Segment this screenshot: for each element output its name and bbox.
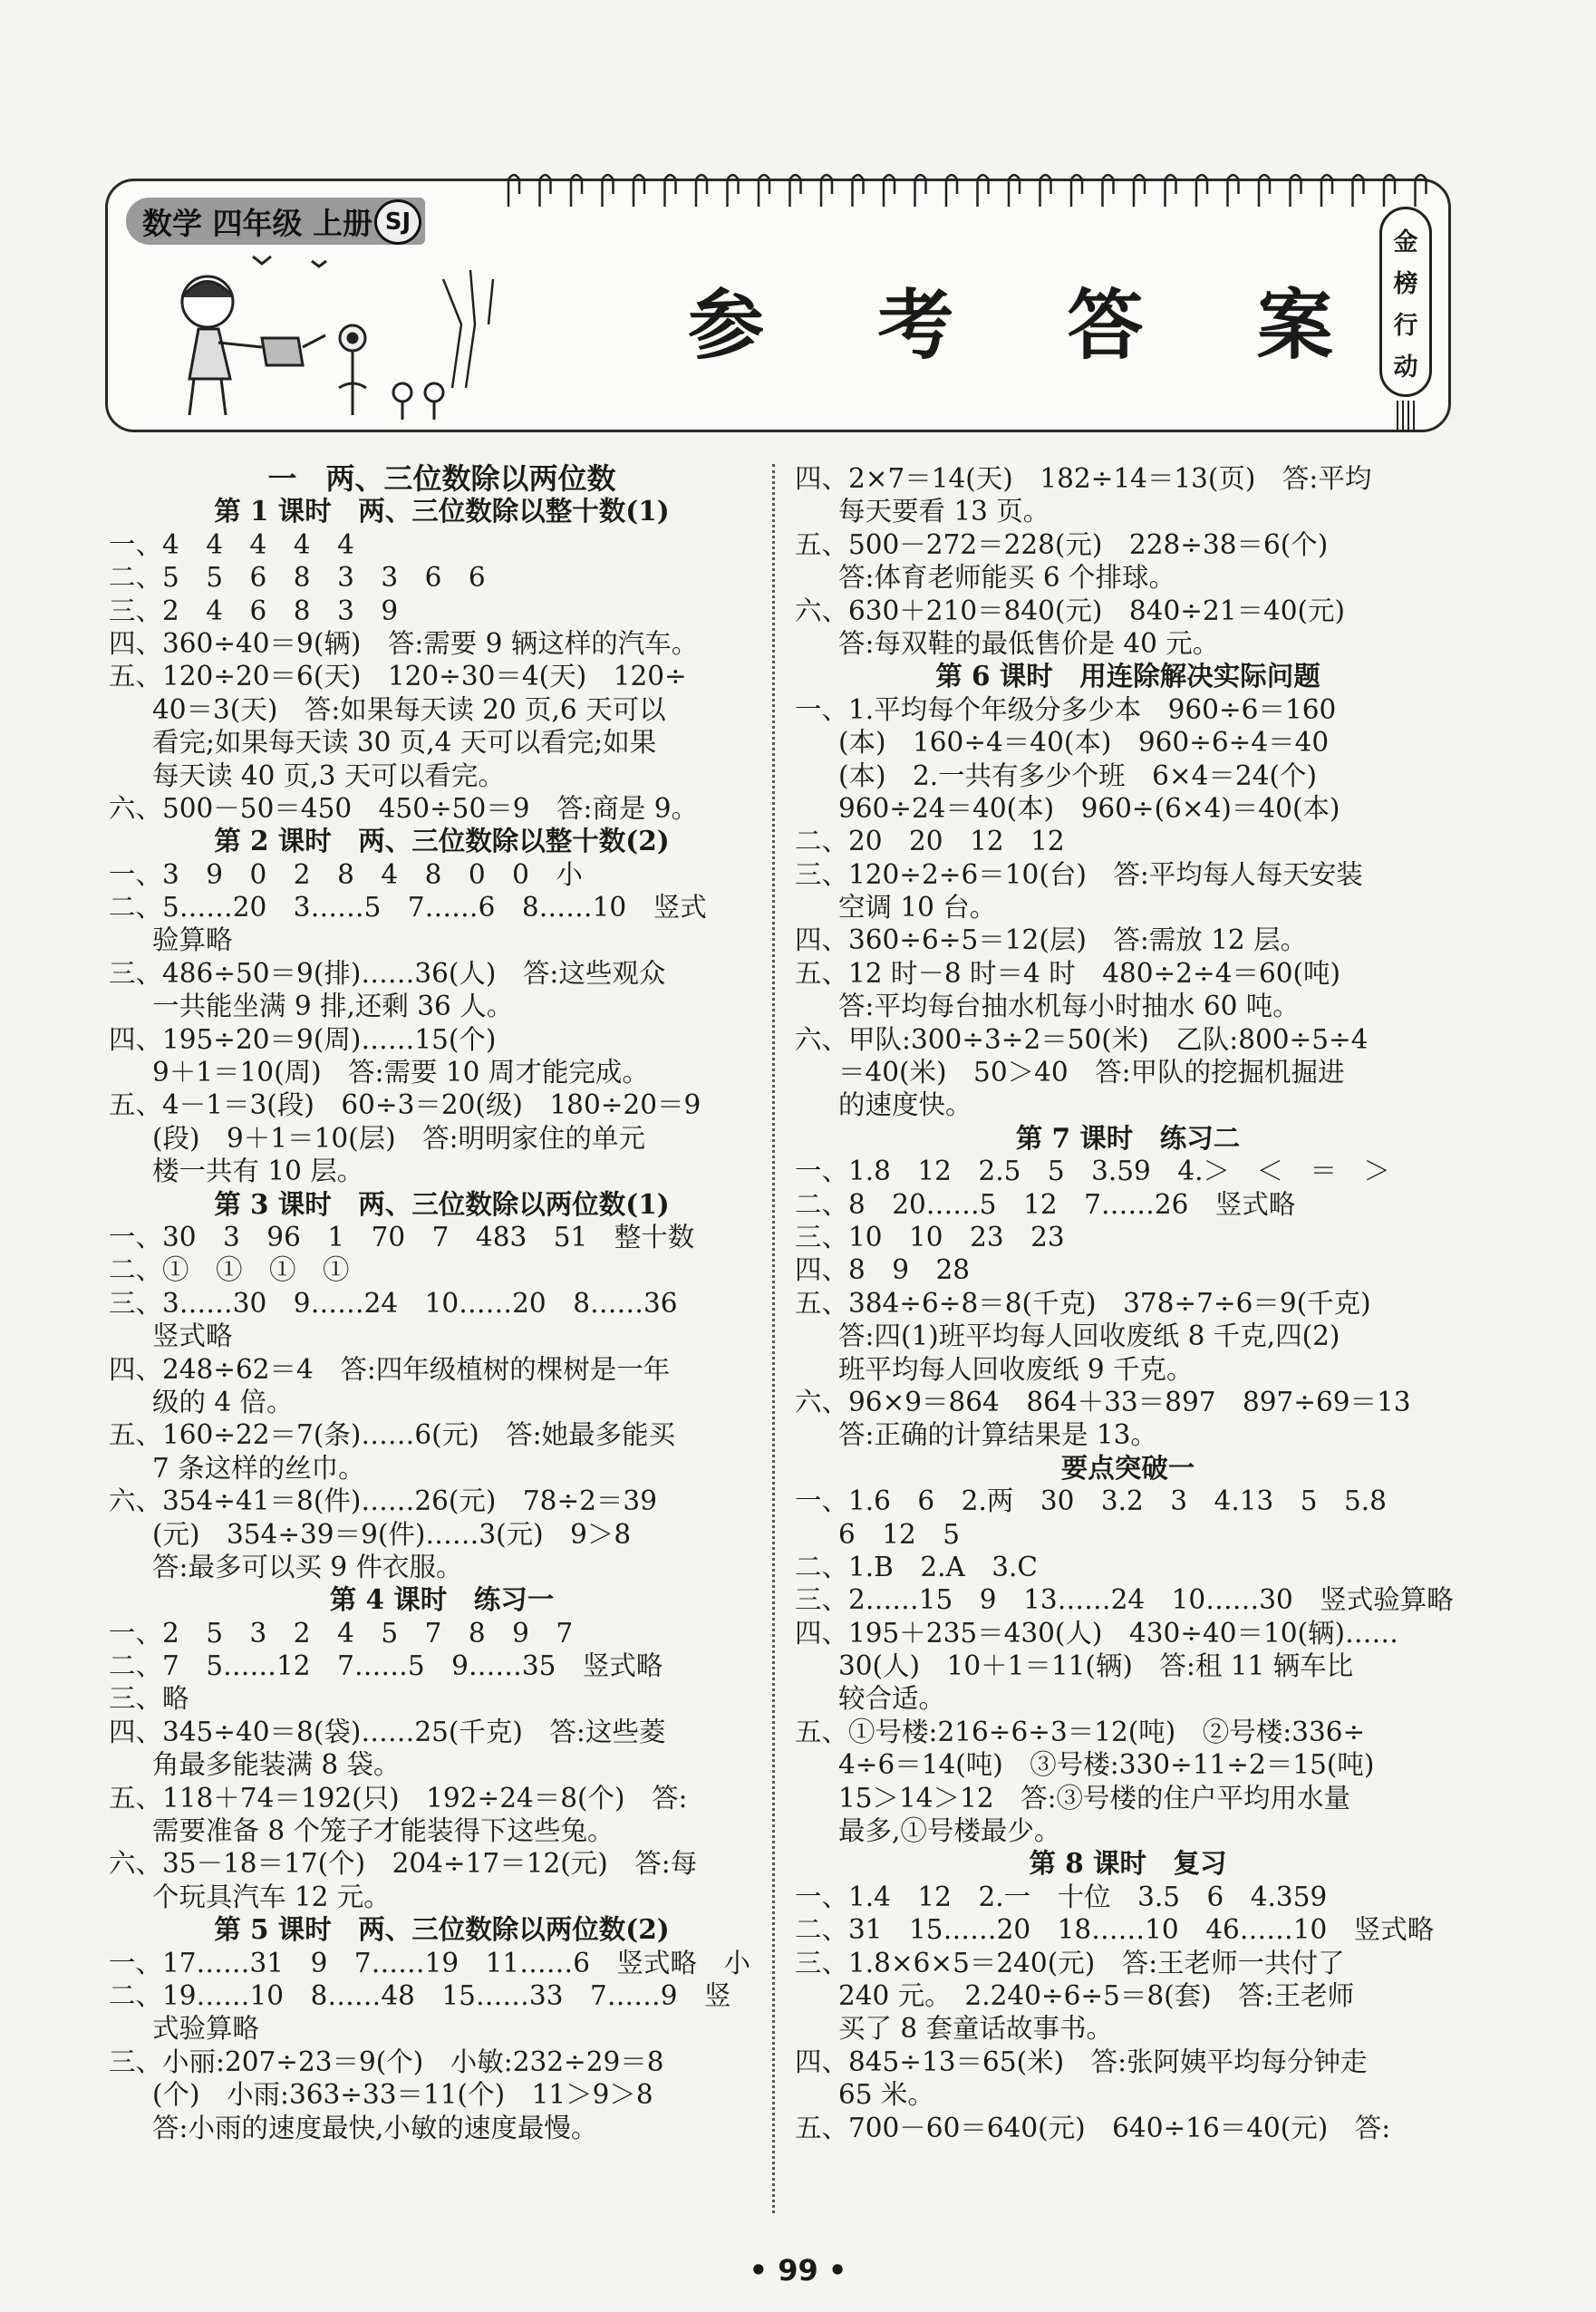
tassel-icon bbox=[1394, 397, 1416, 433]
answer-line: 三、10 10 23 23 bbox=[795, 1221, 1065, 1253]
binding-ring bbox=[1259, 175, 1270, 207]
answer-line: 答:体育老师能买 6 个排球。 bbox=[838, 562, 1175, 594]
answer-line: (个) 小雨:363÷33＝11(个) 11＞9＞8 bbox=[152, 2079, 653, 2111]
answer-line: 四、845÷13＝65(米) 答:张阿姨平均每分钟走 bbox=[795, 2046, 1368, 2077]
answer-line: 买了 8 套童话故事书。 bbox=[838, 2013, 1114, 2045]
answer-line: 五、4－1＝3(段) 60÷3＝20(级) 180÷20＝9 bbox=[109, 1089, 701, 1121]
binding-ring bbox=[1196, 175, 1207, 207]
answer-line: 40＝3(天) 答:如果每天读 20 页,6 天可以 bbox=[152, 693, 666, 725]
answers-left-column bbox=[109, 462, 775, 2144]
binding-ring bbox=[790, 175, 801, 207]
answer-line: 三、小丽:207÷23＝9(个) 小敏:232÷29＝8 bbox=[109, 2046, 664, 2077]
answer-line: 一、17……31 9 7……19 11……6 竖式略 小 bbox=[109, 1947, 750, 1978]
answer-line: 二、31 15……20 18……10 46……10 竖式略 bbox=[795, 1914, 1435, 1946]
answer-line: 四、360÷6÷5＝12(层) 答:需放 12 层。 bbox=[795, 924, 1308, 956]
answer-line: 二、19……10 8……48 15……33 7……9 竖 bbox=[109, 1979, 731, 2011]
answer-line: 三、1.8×6×5＝240(元) 答:王老师一共付了 bbox=[795, 1947, 1345, 1978]
page-number: • 99 • bbox=[749, 2253, 847, 2288]
answer-line: 15＞14＞12 答:③号楼的住户平均用水量 bbox=[838, 1782, 1351, 1814]
badge-char: 榜 bbox=[1393, 269, 1418, 298]
binding-ring bbox=[1416, 175, 1427, 207]
answer-line: 五、120÷20＝6(天) 120÷30＝4(天) 120÷ bbox=[109, 661, 687, 692]
answer-line: 4÷6＝14(吨) ③号楼:330÷11÷2＝15(吨) bbox=[838, 1749, 1375, 1781]
binding-ring bbox=[1384, 175, 1395, 207]
answer-line: 一、2 5 3 2 4 5 7 8 9 7 bbox=[109, 1617, 574, 1649]
answer-line: 六、630＋210＝840(元) 840÷21＝40(元) bbox=[795, 595, 1346, 626]
answer-line: 三、2……15 9 13……24 10……30 竖式验算略 bbox=[795, 1584, 1454, 1616]
answer-line: 960÷24＝40(本) 960÷(6×4)＝40(本) bbox=[838, 792, 1340, 824]
binding-ring bbox=[634, 175, 644, 207]
answer-line: (元) 354÷39＝9(件)……3(元) 9＞8 bbox=[152, 1518, 632, 1550]
answer-line: 答:正确的计算结果是 13。 bbox=[838, 1419, 1157, 1451]
answer-line: 一、4 4 4 4 4 bbox=[109, 528, 354, 560]
answer-line: 一、1.6 6 2.两 30 3.2 3 4.13 5 5.8 bbox=[795, 1485, 1387, 1517]
section-heading: 要点突破一 bbox=[1060, 1451, 1195, 1484]
binding-ring bbox=[508, 175, 519, 207]
binding-ring bbox=[853, 175, 864, 207]
page-title: 参 考 答 案 bbox=[688, 280, 1377, 370]
answer-line: (本) 2.一共有多少个班 6×4＝24(个) bbox=[838, 759, 1317, 791]
answer-line: 二、8 20……5 12 7……26 竖式略 bbox=[795, 1188, 1296, 1220]
binding-ring bbox=[1291, 175, 1301, 207]
answer-line: 个玩具汽车 12 元。 bbox=[152, 1881, 391, 1912]
binding-ring bbox=[1103, 175, 1114, 207]
section-heading: 第 8 课时 复习 bbox=[1029, 1847, 1227, 1880]
brand-badge bbox=[1379, 207, 1432, 397]
answer-line: 6 12 5 bbox=[838, 1518, 961, 1550]
answer-line: 答:平均每台抽水机每小时抽水 60 吨。 bbox=[838, 991, 1300, 1022]
binding-ring bbox=[1134, 175, 1145, 207]
answer-line: 五、①号楼:216÷6÷3＝12(吨) ②号楼:336÷ bbox=[795, 1716, 1366, 1747]
answer-line: 一、1.平均每个年级分多少本 960÷6＝160 bbox=[795, 693, 1337, 725]
answer-line: 二、20 20 12 12 bbox=[795, 826, 1065, 857]
answer-line: 五、118＋74＝192(只) 192÷24＝8(个) 答: bbox=[109, 1782, 688, 1814]
answer-line: 四、345÷40＝8(袋)……25(千克) 答:这些菱 bbox=[109, 1716, 666, 1747]
answer-line: 四、195÷20＝9(周)……15(个) bbox=[109, 1023, 497, 1055]
binding-ring bbox=[540, 175, 551, 207]
answer-line: 五、500－272＝228(元) 228÷38＝6(个) bbox=[795, 528, 1329, 560]
answer-line: 五、384÷6÷8＝8(千克) 378÷7÷6＝9(千克) bbox=[795, 1287, 1371, 1319]
answer-line: 四、360÷40＝9(辆) 答:需要 9 辆这样的汽车。 bbox=[109, 627, 699, 659]
binding-ring bbox=[821, 175, 832, 207]
answer-line: ＝40(米) 50＞40 答:甲队的挖掘机掘进 bbox=[838, 1057, 1345, 1088]
answer-line: 二、5……20 3……5 7……6 8……10 竖式 bbox=[109, 892, 707, 924]
spiral-binding-decoration bbox=[498, 167, 1431, 212]
answer-line: 三、3……30 9……24 10……20 8……36 bbox=[109, 1287, 678, 1319]
section-heading: 第 6 课时 用连除解决实际问题 bbox=[935, 660, 1320, 692]
answer-line: 二、① ① ① ① bbox=[109, 1254, 350, 1286]
answer-line: 9＋1＝10(周) 答:需要 10 周才能完成。 bbox=[152, 1057, 649, 1088]
answer-line: 三、略 bbox=[109, 1683, 189, 1715]
binding-ring bbox=[978, 175, 989, 207]
binding-ring bbox=[603, 175, 614, 207]
answer-line: 7 条这样的丝巾。 bbox=[152, 1452, 365, 1484]
answer-line: 四、2×7＝14(天) 182÷14＝13(页) 答:平均 bbox=[795, 463, 1372, 494]
answer-line: 一、3 9 0 2 8 4 8 0 0 小 bbox=[109, 858, 583, 890]
edition-badge: SJ bbox=[374, 199, 421, 245]
answer-line: 式验算略 bbox=[152, 2013, 260, 2045]
binding-ring bbox=[1228, 175, 1239, 207]
answer-line: 三、486÷50＝9(排)……36(人) 答:这些观众 bbox=[109, 957, 666, 989]
answer-line: 六、96×9＝864 864＋33＝897 897÷69＝13 bbox=[795, 1386, 1411, 1417]
badge-char: 动 bbox=[1393, 353, 1418, 382]
column-divider bbox=[772, 464, 775, 2213]
answer-line: 看完;如果每天读 30 页,4 天可以看完;如果 bbox=[152, 727, 657, 759]
binding-ring bbox=[1353, 175, 1364, 207]
answer-line: 六、35－18＝17(个) 204÷17＝12(元) 答:每 bbox=[109, 1848, 698, 1880]
binding-ring bbox=[915, 175, 926, 207]
answer-header-banner bbox=[105, 179, 1451, 432]
subject-tag bbox=[126, 198, 425, 245]
answer-line: 每天读 40 页,3 天可以看完。 bbox=[152, 759, 505, 791]
section-heading: 第 4 课时 练习一 bbox=[329, 1583, 555, 1616]
answer-line: (段) 9＋1＝10(层) 答:明明家住的单元 bbox=[152, 1122, 646, 1154]
binding-ring bbox=[884, 175, 895, 207]
answer-line: 的速度快。 bbox=[838, 1089, 972, 1121]
section-heading: 第 7 课时 练习二 bbox=[1015, 1121, 1241, 1154]
section-heading: 第 1 课时 两、三位数除以整十数(1) bbox=[214, 495, 670, 527]
answer-line: 答:每双鞋的最低售价是 40 元。 bbox=[838, 627, 1220, 659]
girl-watering-flowers-illustration bbox=[144, 252, 543, 424]
binding-ring bbox=[1166, 175, 1176, 207]
answers-right-column bbox=[795, 462, 1461, 2144]
answer-line: 级的 4 倍。 bbox=[152, 1386, 294, 1417]
answer-line: 答:四(1)班平均每人回收废纸 8 千克,四(2) bbox=[838, 1320, 1340, 1352]
section-heading: 第 3 课时 两、三位数除以两位数(1) bbox=[214, 1187, 670, 1220]
section-heading: 第 5 课时 两、三位数除以两位数(2) bbox=[214, 1913, 670, 1946]
answer-line: 二、1.B 2.A 3.C bbox=[795, 1551, 1038, 1582]
answer-line: 四、248÷62＝4 答:四年级植树的棵树是一年 bbox=[109, 1353, 671, 1385]
binding-ring bbox=[728, 175, 739, 207]
binding-ring bbox=[1321, 175, 1332, 207]
answer-line: 一、1.8 12 2.5 5 3.59 4.＞ ＜ ＝ ＞ bbox=[795, 1156, 1390, 1187]
answer-line: 二、5 5 6 8 3 3 6 6 bbox=[109, 562, 486, 594]
binding-ring bbox=[665, 175, 676, 207]
answer-line: 五、700－60＝640(元) 640÷16＝40(元) 答: bbox=[795, 2112, 1391, 2143]
badge-char: 行 bbox=[1393, 311, 1418, 340]
answer-line: 30(人) 10＋1＝11(辆) 答:租 11 辆车比 bbox=[838, 1650, 1354, 1682]
answer-line: (本) 160÷4＝40(本) 960÷6÷4＝40 bbox=[838, 727, 1330, 759]
binding-ring bbox=[946, 175, 957, 207]
binding-ring bbox=[696, 175, 707, 207]
answer-line: 最多,①号楼最少。 bbox=[838, 1815, 1061, 1847]
answer-line: 五、160÷22＝7(条)……6(元) 答:她最多能买 bbox=[109, 1419, 676, 1451]
section-heading: 一 两、三位数除以两位数 bbox=[267, 462, 616, 496]
answer-line: 一、1.4 12 2.一 十位 3.5 6 4.359 bbox=[795, 1881, 1328, 1912]
answer-line: 较合适。 bbox=[838, 1683, 946, 1715]
answer-line: 班平均每人回收废纸 9 千克。 bbox=[838, 1353, 1194, 1385]
answer-line: 六、甲队:300÷3÷2＝50(米) 乙队:800÷5÷4 bbox=[795, 1023, 1369, 1055]
answer-line: 六、500－50＝450 450÷50＝9 答:商是 9。 bbox=[109, 792, 699, 824]
answer-line: 空调 10 台。 bbox=[838, 892, 997, 924]
binding-ring bbox=[1040, 175, 1051, 207]
answer-line: 楼一共有 10 层。 bbox=[152, 1156, 364, 1187]
answer-line: 每天要看 13 页。 bbox=[838, 496, 1050, 527]
answer-line: 四、195＋235＝430(人) 430÷40＝10(辆)…… bbox=[795, 1617, 1399, 1649]
answer-line: 竖式略 bbox=[152, 1320, 233, 1352]
subject-label: 数学 四年级 上册 bbox=[142, 205, 372, 241]
answer-line: 答:小雨的速度最快,小敏的速度最慢。 bbox=[152, 2112, 598, 2143]
answer-line: 三、2 4 6 8 3 9 bbox=[109, 595, 399, 626]
answer-line: 四、8 9 28 bbox=[795, 1254, 971, 1286]
binding-ring bbox=[1009, 175, 1020, 207]
answer-line: 角最多能装满 8 袋。 bbox=[152, 1749, 401, 1781]
binding-ring bbox=[1071, 175, 1082, 207]
answer-line: 二、7 5……12 7……5 9……35 竖式略 bbox=[109, 1650, 663, 1682]
answer-line: 65 米。 bbox=[838, 2079, 934, 2111]
answer-line: 验算略 bbox=[152, 924, 233, 956]
section-heading: 第 2 课时 两、三位数除以整十数(2) bbox=[214, 825, 670, 857]
binding-ring bbox=[571, 175, 582, 207]
answer-line: 一共能坐满 9 排,还剩 36 人。 bbox=[152, 991, 514, 1022]
answer-line: 五、12 时－8 时＝4 时 480÷2÷4＝60(吨) bbox=[795, 957, 1341, 989]
badge-char: 金 bbox=[1393, 227, 1418, 256]
answer-line: 答:最多可以买 9 件衣服。 bbox=[152, 1551, 463, 1582]
answer-line: 240 元。 2.240÷6÷5＝8(套) 答:王老师 bbox=[838, 1979, 1355, 2011]
binding-ring bbox=[759, 175, 769, 207]
answer-line: 三、120÷2÷6＝10(台) 答:平均每人每天安装 bbox=[795, 858, 1363, 890]
answer-line: 一、30 3 96 1 70 7 483 51 整十数 bbox=[109, 1221, 695, 1253]
answer-line: 需要准备 8 个笼子才能装得下这些兔。 bbox=[152, 1815, 614, 1847]
answer-line: 六、354÷41＝8(件)……26(元) 78÷2＝39 bbox=[109, 1485, 657, 1517]
